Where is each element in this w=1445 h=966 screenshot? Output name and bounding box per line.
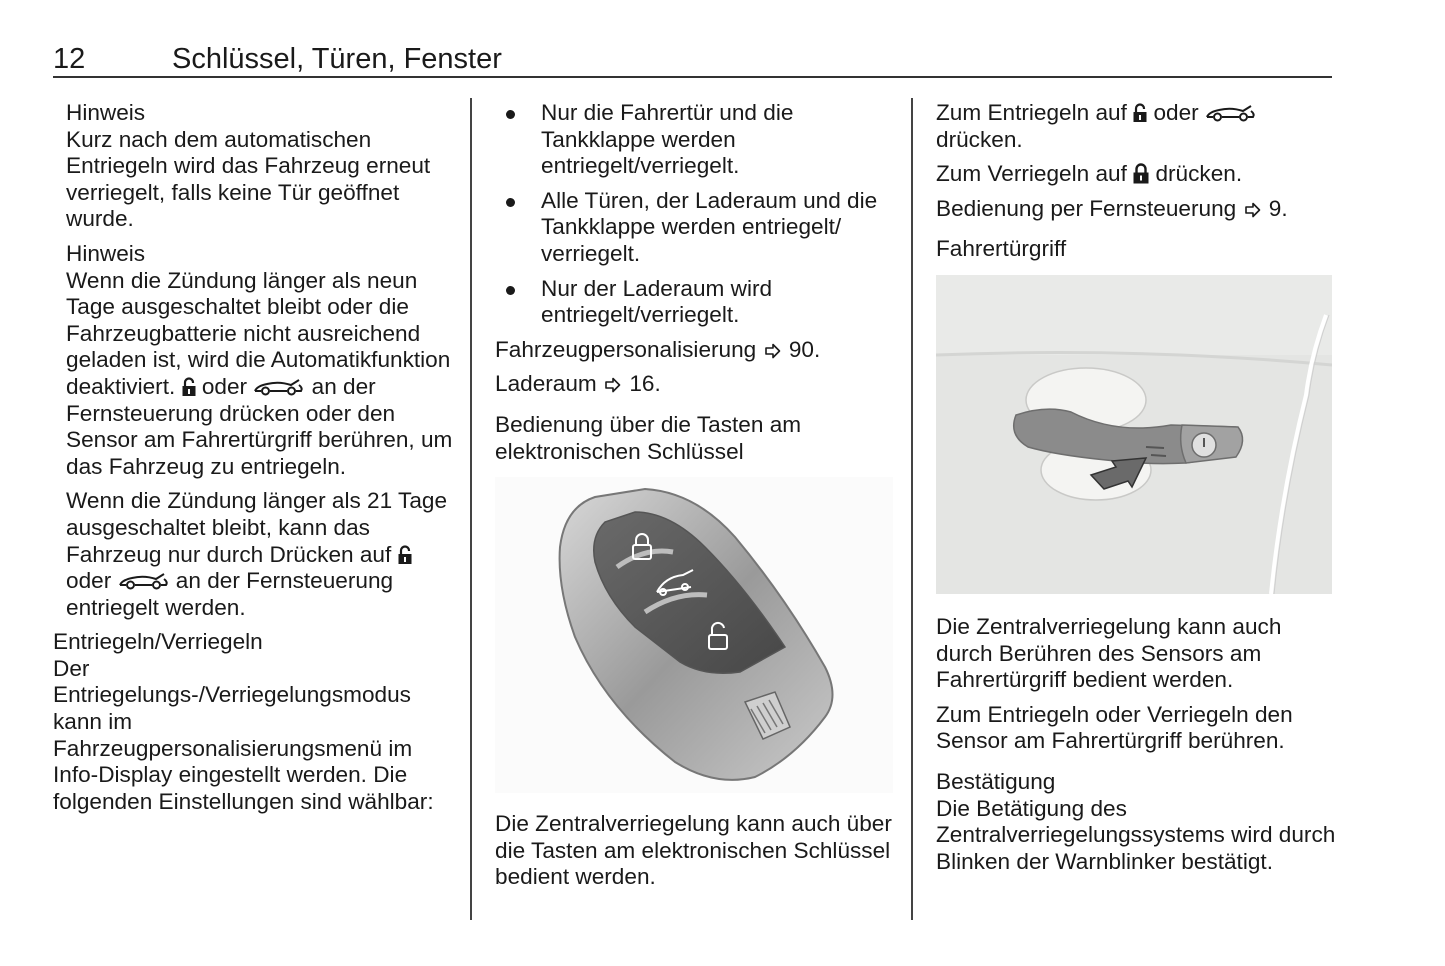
column-1 [53, 100, 453, 823]
column-3 [936, 100, 1336, 883]
list-item: Nur die Fahrertür und die Tankklappe werden entriegelt/verriegelt. [495, 100, 895, 180]
page-header [53, 42, 1332, 78]
section-title: Bedienung über die Tasten am elektronischen Schlüssel [495, 411, 802, 464]
section-heading: Bestätigung [936, 768, 1056, 794]
body-text: Zum Entriegeln oder Verriegeln den Sensor am Fahrertürgriff berühren. [936, 701, 1293, 754]
list-item: Alle Türen, der Laderaum und die Tankklappe werden entriegelt/ verriegelt. [495, 188, 895, 268]
unlock-icon [1133, 103, 1147, 123]
column-divider [911, 98, 913, 920]
lock-instruction: Zum Verriegeln auf drücken. [936, 161, 1243, 187]
list-item: Nur der Laderaum wird entriegelt/verriegelt. [495, 276, 895, 329]
unlock-icon [398, 545, 412, 565]
section-title: Fahrertürgriff [936, 236, 1067, 262]
column-2 [495, 100, 895, 899]
note-text: Kurz nach dem automatischen Entriegeln wird das Fahrzeug erneut verriegelt, falls keine Tür geöffnet wurde. [66, 126, 431, 232]
note-box [53, 100, 453, 233]
cross-reference[interactable]: Bedienung per Fernsteuerung 9. [936, 195, 1288, 221]
body-text: Die Zentralverriegelung kann auch durch Berühren des Sensors am Fahrertürgriff bedient werden. [936, 613, 1282, 693]
car-tailgate-icon [253, 377, 305, 397]
car-tailgate-icon [1205, 103, 1257, 123]
key-fob-drawing [495, 477, 893, 793]
note-text: Wenn die Zündung länger als 21 Tage ausgeschaltet bleibt, kann das Fahrzeug nur durch Drücken auf [66, 488, 448, 567]
unlock-icon [182, 377, 196, 397]
door-handle-illustration [936, 275, 1332, 594]
cross-reference[interactable]: Fahrzeugpersonalisierung 90. [495, 336, 821, 362]
arrow-right-icon [605, 377, 621, 393]
note-box: Hinweis Wenn die Zündung länger als neun Tage ausgeschaltet bleibt oder die Fahrzeugbatterie nicht ausreichend geladen ist, wird die Automatikfunktion deaktiviert. oder an der Fernsteuerung drücken oder den Sensor am Fahrertürgriff berühren, um das Fahrzeug zu entriegeln. Wenn die Zündung länger als 21 Tage ausgeschaltet bleibt, kann das Fahrzeug nur durch Drücken auf oder an der Fernsteuerung entriegelt werden. [66, 240, 453, 620]
arrow-right-icon [765, 343, 781, 359]
door-handle-drawing [936, 275, 1332, 594]
settings-list [495, 100, 895, 329]
key-fob-illustration [495, 477, 893, 793]
note-heading: Hinweis [66, 100, 146, 125]
body-text: Die Betätigung des Zentralverriegelungssystems wird durch Blinken der Warnblinker bestätigt. [936, 795, 1336, 874]
note-heading: Hinweis [66, 240, 146, 266]
cross-reference[interactable]: Laderaum 16. [495, 371, 661, 397]
note-text: Wenn die Zündung länger als neun Tage ausgeschaltet bleibt oder die Fahrzeugbatterie nicht ausreichend geladen ist, wird die Automatikfunktion deaktiviert. [66, 267, 451, 399]
car-tailgate-icon [118, 571, 170, 591]
arrow-right-icon [1245, 202, 1261, 218]
lock-icon [1133, 163, 1149, 184]
section-text: Der Entriegelungs-/Verriegelungsmodus kann im Fahrzeugpersonalisierungsmenü im Info-Display eingestellt werden. Die folgenden Einstellungen sind wählbar: [53, 655, 434, 814]
column-divider [470, 98, 472, 920]
page-number: 12 [53, 43, 86, 75]
chapter-title: Schlüssel, Türen, Fenster [172, 43, 502, 75]
section-heading: Entriegeln/Verriegeln [53, 629, 263, 655]
figure-caption: Die Zentralverriegelung kann auch über die Tasten am elektronischen Schlüssel bedient werden. [495, 811, 892, 890]
unlock-instruction: Zum Entriegeln auf oder drücken. [936, 100, 1336, 153]
